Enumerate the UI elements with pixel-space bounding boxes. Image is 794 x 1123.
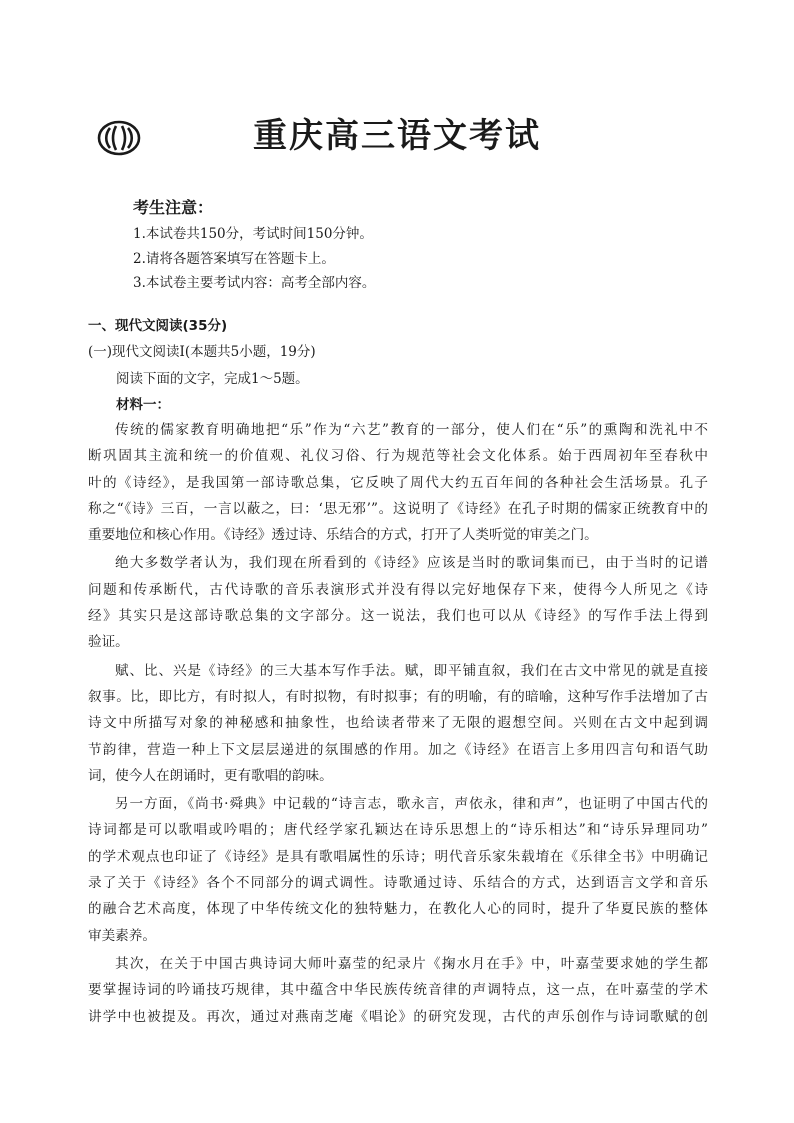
text-line: 称之“《诗》三百，一言以蔽之，曰：‘思无邪’”。这说明了《诗经》在孔子时期的儒家正统教育中的	[88, 500, 708, 517]
text-line: 的融合艺术高度，体现了中华传统文化的独特魅力，在教化人心的同时，提升了华夏民族的整体	[88, 901, 708, 918]
text-line: 传统的儒家教育明确地把“乐”作为“六艺”教育的一部分，使人们在“乐”的熏陶和洗礼中不	[115, 422, 708, 438]
text-line: 录了关于《诗经》各个不同部分的调式调性。诗歌通过诗、乐结合的方式，达到语言文学和音乐	[88, 875, 708, 892]
text-line: 的学术观点也印证了《诗经》是具有歌唱属性的乐诗；明代音乐家朱载堉在《乐律全书》中明确记	[88, 848, 708, 865]
page-title: 重庆高三语文考试	[253, 116, 541, 156]
paragraph	[88, 791, 708, 949]
text-line: 诗词都是可以歌唱或吟唱的；唐代经学家孔颖达在诗乐思想上的“诗乐相达”和“诗乐异理同功”	[88, 822, 708, 839]
paragraph	[88, 658, 708, 789]
notice-item: 3.本试卷主要考试内容：高考全部内容。	[133, 275, 376, 291]
material-label: 材料一：	[116, 397, 170, 413]
text-line: 重要地位和核心作用。《诗经》透过诗、乐结合的方式，打开了人类听觉的审美之门。	[88, 527, 598, 544]
reading-instruction: 阅读下面的文字，完成1～5题。	[116, 371, 309, 387]
notice-item: 2.请将各题答案填写在答题卡上。	[133, 250, 335, 267]
sub-title: (一)现代文阅读Ⅰ(本题共5小题，19分)	[88, 344, 316, 360]
text-line: 问题和传承断代，古代诗歌的音乐表演形式并没有得以完好地保存下来，使得今人所见之《诗	[88, 581, 708, 598]
text-line: 讲学中也被提及。再次，通过对燕南芝庵《唱论》的研究发现，古代的声乐创作与诗词歌赋的创	[88, 1008, 708, 1025]
text-line: 节韵律，营造一种上下文层层递进的氛围感的作用。加之《诗经》在语言上多用四言句和语气助	[88, 741, 708, 758]
text-line: 叶的《诗经》，是我国第一部诗歌总集，它反映了周代大约五百年间的各种社会生活场景。孔子	[88, 474, 708, 491]
passage-body	[88, 417, 708, 1032]
paragraph	[88, 550, 708, 655]
text-line: 经》其实只是这部诗歌总集的文字部分。这一说法，我们也可以从《诗经》的写作手法上得到	[88, 608, 708, 625]
notice-heading: 考生注意：	[133, 198, 214, 217]
text-line: 其次，在关于中国古典诗词大师叶嘉莹的纪录片《掬水月在手》中，叶嘉莹要求她的学生都	[115, 955, 708, 972]
text-line: 审美素养。	[88, 927, 156, 944]
text-line: 绝大多数学者认为，我们现在所看到的《诗经》应该是当时的歌词集而已，由于当时的记谱	[115, 555, 708, 572]
text-line: 断巩固其主流和统一的价值观、礼仪习俗、行为规范等社会文化体系。始于西周初年至春秋中	[88, 448, 708, 465]
text-line: 另一方面，《尚书·舜典》中记载的“诗言志，歌永言，声依永，律和声”，也证明了中国古代的	[115, 796, 708, 813]
text-line: 赋、比、兴是《诗经》的三大基本写作手法。赋，即平铺直叙，我们在古文中常见的就是直接	[115, 662, 708, 679]
notice-item: 1.本试卷共150分，考试时间150分钟。	[133, 226, 373, 242]
text-line: 诗文中所描写对象的神秘感和抽象性，也给读者带来了无限的遐想空间。兴则在古文中起到调	[88, 715, 708, 732]
text-line: 叙事。比，即比方，有时拟人，有时拟物，有时拟事；有的明喻，有的暗喻，这种写作手法增加了古	[88, 688, 708, 705]
text-line: 词，使今人在朗诵时，更有歌唱的韵味。	[88, 767, 333, 784]
paragraph	[88, 417, 708, 548]
part-title: 一、现代文阅读(35分)	[88, 318, 228, 334]
notice-list	[133, 222, 375, 296]
text-line: 要掌握诗词的吟诵技巧规律，其中蕴含中华民族传统音律的声调特点，这一点，在叶嘉莹的学术	[88, 982, 708, 999]
paragraph	[88, 951, 708, 1030]
text-line: 验证。	[88, 634, 129, 651]
